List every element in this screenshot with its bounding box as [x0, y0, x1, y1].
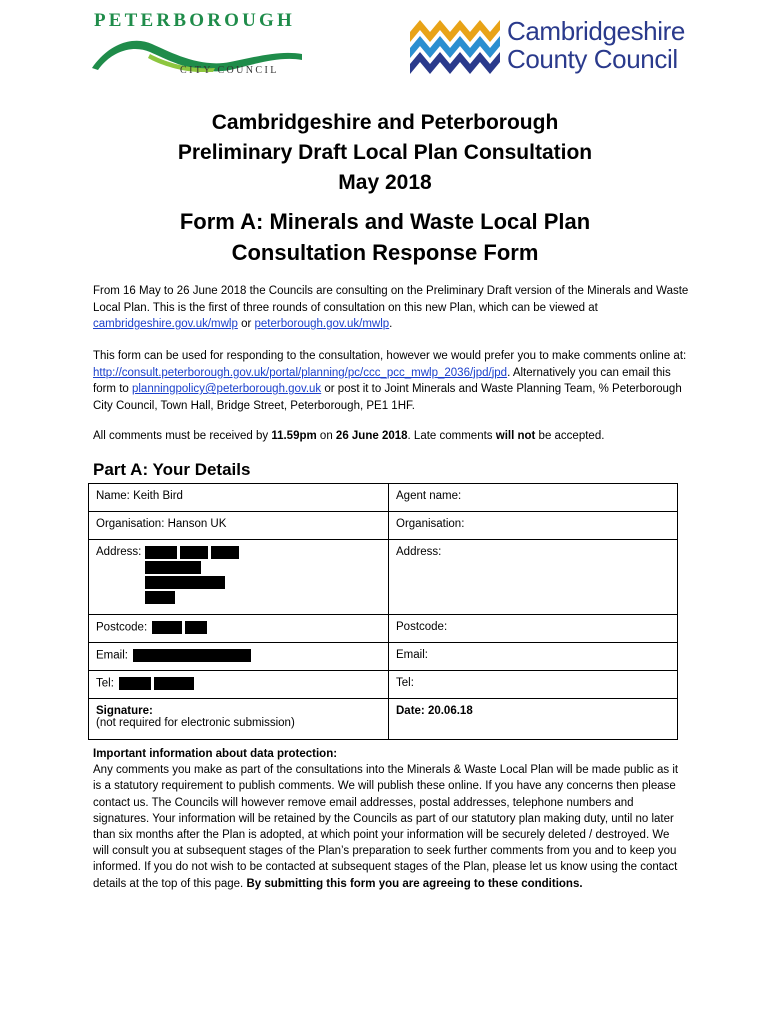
part-a-heading: Part A: Your Details [93, 460, 251, 479]
deadline-on: on [316, 430, 336, 442]
details-table [88, 483, 678, 740]
cambridgeshire-name: Cambridgeshire [507, 16, 685, 46]
form-title-line-2: Consultation Response Form [231, 240, 539, 265]
cambridgeshire-logo [410, 14, 690, 76]
postcode-redacted [152, 621, 182, 634]
tel-label: Tel: [96, 677, 114, 690]
cambridgeshire-wave-icon [410, 14, 502, 74]
title-line-1: Cambridgeshire and Peterborough [211, 111, 559, 134]
intro-text: From 16 May to 26 June 2018 the Councils are consulting on the Preliminary Draft version of the Minerals and Waste Local Plan. This is the first of three rounds of consultation on this new Plan, which can be viewed at [93, 285, 689, 314]
intro-paragraph-1 [93, 283, 693, 333]
county-council-name: County Council [507, 44, 678, 74]
online-text: This form can be used for responding to the consultation, however we would prefer you to make comments online at: [93, 350, 687, 362]
will-not-text: will not [495, 430, 536, 442]
late-text: . Late comments [407, 430, 496, 442]
agent-organisation-field[interactable]: Organisation: [389, 512, 678, 540]
address-redacted [145, 546, 242, 606]
email-text: . Alternatively you can email this form to [93, 366, 671, 395]
agent-address-field[interactable]: Address: [389, 540, 678, 615]
email-redacted [133, 649, 251, 662]
organisation-field[interactable]: Organisation: Hanson UK [89, 512, 389, 540]
postcode-label: Postcode: [96, 621, 148, 634]
tel-redacted [119, 677, 151, 690]
peterborough-subtitle: CITY COUNCIL [180, 65, 279, 76]
agent-name-field[interactable]: Agent name: [389, 484, 678, 512]
postcode-field[interactable] [89, 615, 389, 643]
agent-postcode-field[interactable]: Postcode: [389, 615, 678, 643]
data-protection-closing: By submitting this form you are agreeing to these conditions. [246, 877, 583, 890]
deadline-text: All comments must be received by [93, 430, 272, 442]
accepted-text: be accepted. [535, 430, 605, 442]
intro-end: . [389, 318, 393, 330]
consult-portal-link[interactable]: http://consult.peterborough.gov.uk/portal/planning/pc/ccc_pcc_mwlp_2036/jpd/jpd [93, 366, 508, 379]
date-field[interactable]: Date: 20.06.18 [389, 699, 678, 740]
data-protection-body [93, 762, 683, 892]
address-label: Address: [96, 546, 142, 558]
form-title [0, 206, 770, 268]
tel-field[interactable] [89, 671, 389, 699]
email-field[interactable] [89, 643, 389, 671]
deadline-date: 26 June 2018 [335, 430, 408, 442]
deadline-paragraph [93, 428, 693, 445]
intro-paragraph-2 [93, 348, 693, 414]
planning-policy-email-link[interactable]: planningpolicy@peterborough.gov.uk [131, 383, 322, 395]
email-label: Email: [96, 649, 128, 662]
agent-email-field[interactable]: Email: [389, 643, 678, 671]
postal-text: or post it to Joint Minerals and Waste Planning Team, % Peterborough City Council, Town Hall, Bridge Street, Peterborough, PE1 1HF. [93, 383, 682, 412]
peterborough-wordmark: PETERBOROUGH [94, 10, 295, 31]
document-title [0, 108, 770, 198]
cambridgeshire-mwlp-link[interactable]: cambridgeshire.gov.uk/mwlp [93, 318, 238, 330]
agent-tel-field[interactable]: Tel: [389, 671, 678, 699]
form-title-line-1: Form A: Minerals and Waste Local Plan [179, 209, 591, 234]
signature-note: (not required for electronic submission) [96, 717, 295, 729]
data-protection-text: Any comments you make as part of the consultations into the Minerals & Waste Local Plan will be made public as it is a statutory requirement to publish comments. We will publish these online. If you have any concerns then please contact us. The Councils will however remove email addresses, postal addresses, telephone numbers and signatures. Your information will be retained by the Councils as part of our statutory plan making duty, until no later than six months after the Plan is adopted, at which point your information will be securely deleted / destroyed. We will consult you at subsequent stages of the Plan’s preparation to seek further comments from you and to keep you informed. If you do not wish to be contacted at subsequent stages of the Plan, please let us know using the contact details at the top of this page. [93, 764, 679, 890]
title-line-2: Preliminary Draft Local Plan Consultation [177, 141, 593, 164]
title-line-3: May 2018 [338, 171, 432, 194]
address-field[interactable] [89, 540, 389, 615]
name-field[interactable]: Name: Keith Bird [89, 484, 389, 512]
deadline-time: 11.59pm [271, 430, 317, 442]
data-protection-notice [93, 746, 683, 892]
intro-or: or [237, 318, 255, 330]
signature-label: Signature: [96, 705, 153, 717]
data-protection-heading: Important information about data protection: [93, 748, 338, 760]
signature-field[interactable] [89, 699, 389, 740]
peterborough-mwlp-link[interactable]: peterborough.gov.uk/mwlp [254, 318, 390, 330]
peterborough-logo [90, 10, 305, 80]
